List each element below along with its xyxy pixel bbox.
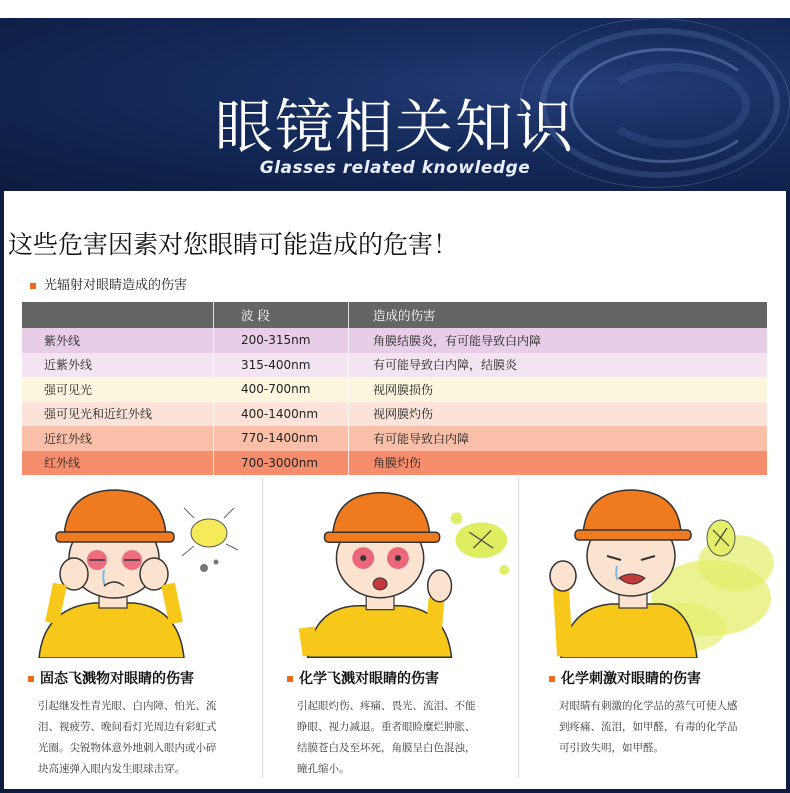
main-content <box>4 191 786 789</box>
panel-description <box>297 696 497 780</box>
section-title-text: 光辐射对眼睛造成的伤害 <box>44 278 188 293</box>
bullet-square-icon <box>549 676 555 682</box>
description-line: 睁眼、视力减退。重者眼睑糜烂肿胀、 <box>297 721 476 733</box>
banner-title: 眼镜相关知识 <box>214 93 575 161</box>
header-cell-band: 波 段 <box>213 302 348 328</box>
bullet-square-icon <box>30 283 36 289</box>
panel-description <box>559 696 759 759</box>
row-band: 770-1400nm <box>213 426 348 451</box>
row-name: 强可见光和近红外线 <box>44 407 153 422</box>
row-name: 强可见光 <box>44 382 93 397</box>
row-band: 700-3000nm <box>213 451 348 476</box>
table-row <box>22 426 767 451</box>
panel-title-text: 固态飞溅物对眼睛的伤害 <box>40 671 194 687</box>
row-band: 400-1400nm <box>213 402 348 427</box>
row-band: 400-700nm <box>213 377 348 402</box>
section-title <box>30 274 187 293</box>
panel-chemical-irritation <box>521 478 786 778</box>
panel-title-text: 化学飞溅对眼睛的伤害 <box>299 671 439 687</box>
description-line: 块高速弹入眼内发生眼球击穿。 <box>38 763 185 775</box>
panel-title <box>28 668 194 688</box>
worker-chemical-fumes-illustration <box>521 478 786 658</box>
table-row <box>22 377 767 402</box>
row-name: 红外线 <box>44 456 81 471</box>
row-band: 315-400nm <box>213 353 348 378</box>
row-band: 200-315nm <box>213 328 348 353</box>
description-line: 结膜苍白及至坏死，角膜呈白色混浊， <box>297 742 476 754</box>
top-strip <box>0 0 790 18</box>
worker-chemical-splash-illustration <box>263 478 518 658</box>
description-line: 到疼痛、流泪，如甲醛，有毒的化学品 <box>559 721 738 733</box>
description-line: 瞳孔缩小。 <box>297 763 350 775</box>
table-row <box>22 328 767 353</box>
description-line: 泪、视疲劳、晚间看灯光周边有彩虹式 <box>38 721 217 733</box>
description-line: 引起继发性青光眼、白内障、怕光、流 <box>38 700 217 712</box>
table-row <box>22 402 767 427</box>
row-harm: 有可能导致白内障，结膜炎 <box>348 353 767 378</box>
page-headline: 这些危害因素对您眼睛可能造成的危害！ <box>8 230 459 259</box>
panel-chemical-splash <box>262 478 519 778</box>
description-line: 可引致失明，如甲醛。 <box>559 742 664 754</box>
description-line: 引起眼灼伤、疼痛、畏光、流泪、不能 <box>297 700 476 712</box>
panel-title <box>549 668 701 688</box>
row-harm: 有可能导致白内障 <box>348 426 767 451</box>
worker-rubbing-eyes-illustration <box>4 478 259 658</box>
table-row <box>22 451 767 476</box>
hazard-panels <box>4 478 786 789</box>
panel-title-text: 化学刺激对眼睛的伤害 <box>561 671 701 687</box>
row-harm: 角膜结膜炎，有可能导致白内障 <box>348 328 767 353</box>
header-banner <box>0 18 790 191</box>
row-name: 紫外线 <box>44 333 81 348</box>
bullet-square-icon <box>28 676 34 682</box>
header-cell-name <box>22 302 213 328</box>
row-name: 近红外线 <box>44 431 93 446</box>
description-line: 对眼睛有刺激的化学品的蒸气可使人感 <box>559 700 738 712</box>
bullet-square-icon <box>287 676 293 682</box>
radiation-table <box>22 302 767 475</box>
panel-title <box>287 668 439 688</box>
row-harm: 角膜灼伤 <box>348 451 767 476</box>
row-name: 近紫外线 <box>44 358 93 373</box>
panel-description <box>38 696 238 780</box>
panel-solid-splash <box>4 478 259 778</box>
table-row <box>22 353 767 378</box>
description-line: 光圈。尖锐物体意外地刺入眼内或小碎 <box>38 742 217 754</box>
table-header-row <box>22 302 767 328</box>
banner-subtitle: Glasses related knowledge <box>259 158 531 178</box>
row-harm: 视网膜损伤 <box>348 377 767 402</box>
header-cell-harm: 造成的伤害 <box>348 302 767 328</box>
row-harm: 视网膜灼伤 <box>348 402 767 427</box>
